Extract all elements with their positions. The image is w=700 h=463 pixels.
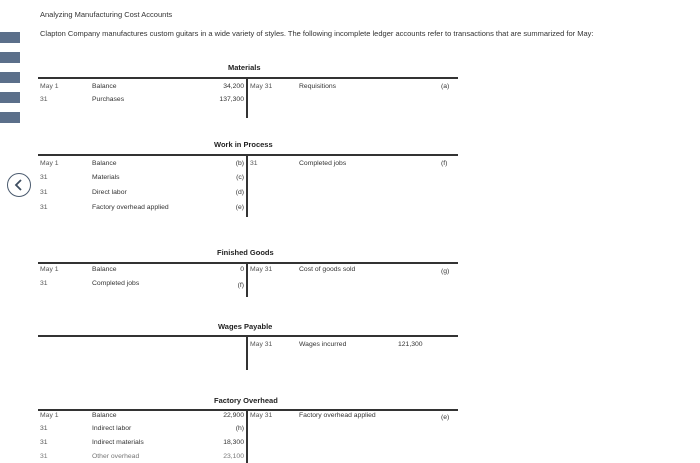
fg-debit-amount: 0 <box>240 266 244 273</box>
foh-debit-label: Indirect materials <box>92 439 144 446</box>
wages-center-rule <box>246 336 248 370</box>
fg-debit-date: May 1 <box>40 266 59 273</box>
foh-debit-label: Other overhead <box>92 453 140 460</box>
materials-center-rule <box>246 78 248 118</box>
fg-credit-amount: (g) <box>441 268 450 275</box>
materials-credit-label: Requisitions <box>299 83 337 90</box>
foh-debit-amount: (h) <box>235 425 244 432</box>
fg-title: Finished Goods <box>217 248 274 257</box>
sidebar-bar <box>0 72 20 83</box>
wip-debit-date: 31 <box>40 174 48 181</box>
wip-debit-date: 31 <box>40 189 48 196</box>
materials-top-rule <box>38 77 458 79</box>
sidebar-bar <box>0 32 20 43</box>
page-title: Analyzing Manufacturing Cost Accounts <box>40 10 173 19</box>
wip-debit-label: Materials <box>92 174 120 181</box>
fg-credit-label: Cost of goods sold <box>299 266 356 273</box>
wip-title: Work in Process <box>214 140 273 149</box>
materials-debit-amount: 137,300 <box>219 96 244 103</box>
problem-intro: Clapton Company manufactures custom guitars in a wide variety of styles. The following incomplete ledger accounts refer to transactions that are summarized for May: <box>40 29 594 38</box>
wip-debit-date: May 1 <box>40 160 59 167</box>
foh-debit-date: 31 <box>40 453 48 460</box>
fg-debit-label: Completed jobs <box>92 280 140 287</box>
fg-debit-date: 31 <box>40 280 48 287</box>
wip-debit-label: Factory overhead applied <box>92 204 169 211</box>
wages-top-rule <box>38 335 458 337</box>
wages-title: Wages Payable <box>218 322 273 331</box>
wages-credit-label: Wages incurred <box>299 341 347 348</box>
fg-top-rule <box>38 262 458 264</box>
materials-debit-amount: 34,200 <box>223 83 244 90</box>
fg-debit-label: Balance <box>92 266 117 273</box>
wip-debit-amount: (d) <box>235 189 244 196</box>
materials-debit-date: May 1 <box>40 83 59 90</box>
materials-debit-date: 31 <box>40 96 48 103</box>
fg-center-rule <box>246 263 248 297</box>
materials-debit-label: Purchases <box>92 96 125 103</box>
foh-debit-date: May 1 <box>40 412 59 419</box>
foh-top-rule <box>38 409 458 411</box>
wip-top-rule <box>38 154 458 156</box>
foh-debit-amount: 18,300 <box>223 439 244 446</box>
materials-credit-date: May 31 <box>250 83 273 90</box>
fg-debit-amount: (f) <box>237 282 244 289</box>
wip-debit-amount: (e) <box>235 204 244 211</box>
wip-credit-date: 31 <box>250 160 258 167</box>
foh-debit-amount: 23,100 <box>223 453 244 460</box>
previous-button[interactable] <box>7 173 31 197</box>
chevron-left-icon <box>14 179 24 191</box>
wages-credit-date: May 31 <box>250 341 273 348</box>
materials-credit-amount: (a) <box>441 83 450 90</box>
foh-debit-label: Indirect labor <box>92 425 132 432</box>
wip-debit-label: Balance <box>92 160 117 167</box>
wip-debit-amount: (b) <box>235 160 244 167</box>
foh-center-rule <box>246 410 248 463</box>
sidebar-bar <box>0 112 20 123</box>
foh-title: Factory Overhead <box>214 396 278 405</box>
materials-title: Materials <box>228 63 261 72</box>
wip-debit-label: Direct labor <box>92 189 127 196</box>
materials-debit-label: Balance <box>92 83 117 90</box>
left-sidebar-strip <box>0 30 20 463</box>
foh-debit-label: Balance <box>92 412 117 419</box>
foh-credit-amount: (e) <box>441 414 450 421</box>
wip-center-rule <box>246 155 248 217</box>
wip-credit-label: Completed jobs <box>299 160 347 167</box>
wip-debit-date: 31 <box>40 204 48 211</box>
foh-credit-label: Factory overhead applied <box>299 412 376 419</box>
wages-credit-amount: 121,300 <box>398 341 423 348</box>
fg-credit-date: May 31 <box>250 266 273 273</box>
foh-debit-amount: 22,900 <box>223 412 244 419</box>
foh-debit-date: 31 <box>40 425 48 432</box>
sidebar-bar <box>0 92 20 103</box>
wip-debit-amount: (c) <box>236 174 244 181</box>
foh-credit-date: May 31 <box>250 412 273 419</box>
sidebar-bar <box>0 52 20 63</box>
foh-debit-date: 31 <box>40 439 48 446</box>
wip-credit-amount: (f) <box>441 160 448 167</box>
